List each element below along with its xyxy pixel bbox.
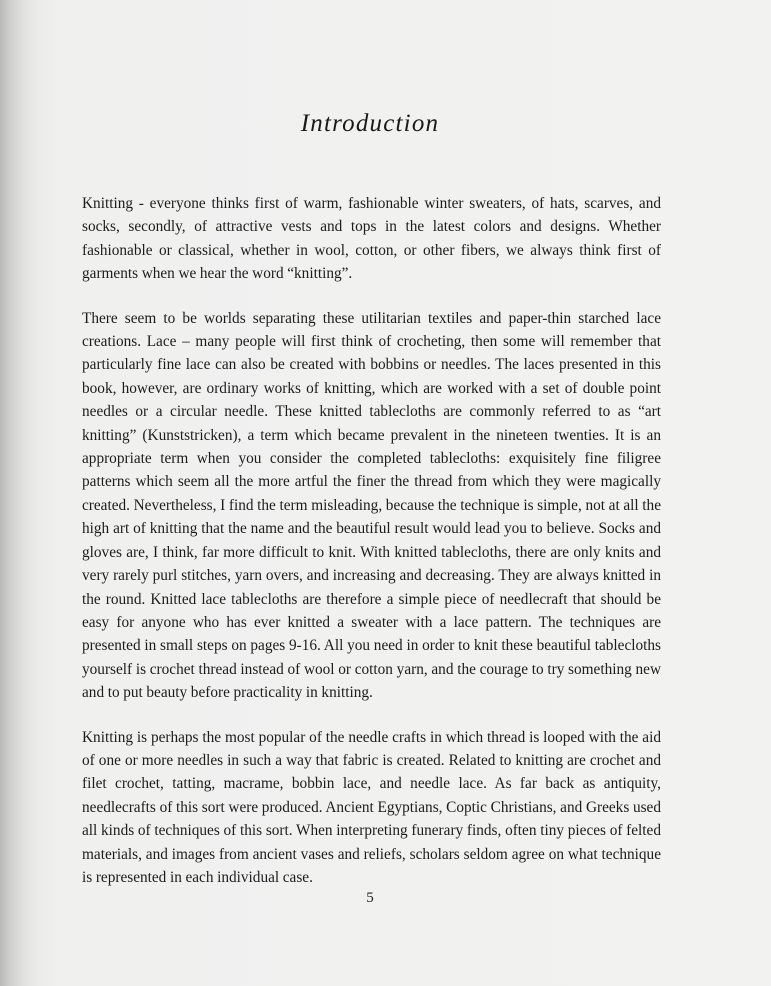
paragraph-3: Knitting is perhaps the most popular of the needle crafts in which thread is looped with the aid of one or more needles in such a way that fabric is created. Related to knitting are crochet and filet crochet, tatting, macrame, bobbin lace, and needle lace. As far back as antiquity, needlecrafts of this sort were produced. Ancient Egyptians, Coptic Christians, and Greeks used all kinds of techniques of this sort. When interpreting funerary finds, often tiny pieces of felted materials, and images from ancient vases and reliefs, scholars seldom agree on what technique is represented in each individual case. <box>82 728 661 886</box>
paragraph-2: There seem to be worlds separating these utilitarian textiles and paper-thin starched lace creations. Lace – many people will first think of crocheting, then some will remember that particularly fine lace can also be created with bobbins or needles. The laces presented in this book, however, are ordinary works of knitting, which are worked with a set of double point needles or a circular needle. These knitted tablecloths are commonly referred to as “art knitting” (Kunststricken), a term which became prevalent in the nineteen twenties. It is an appropriate term when you consider the completed tablecloths: exquisitely fine filigree patterns which seem all the more artful the finer the thread from which they were magically created. Nevertheless, I find the term misleading, because the technique is simple, not at all the high art of knitting that the name and the beautiful result would lead you to believe. Socks and gloves are, I think, far more difficult to knit. With knitted tablecloths, there are only knits and very rarely purl stitches, yarn overs, and increasing and decreasing. They are always knitted in the round. Knitted lace tablecloths are therefore a simple piece of needlecraft that should be easy for anyone who has ever knitted a sweater with a lace pattern. The techniques are presented in small steps on pages 9-16. All you need in order to knit these beautiful tablecloths yourself is crochet thread instead of wool or cotton yarn, and the courage to try something new and to put beauty before practicality in knitting. <box>82 309 661 702</box>
body-text <box>82 192 661 910</box>
page-number: 5 <box>366 890 374 906</box>
paragraph-1: Knitting - everyone thinks first of warm, fashionable winter sweaters, of hats, scarves, and socks, secondly, of attractive vests and tops in the latest colors and designs. Whether fashionable or classical, whether in wool, cotton, or other fibers, we always think first of garments when we hear the word “knitting”. <box>82 195 661 283</box>
page-title: Introduction <box>300 110 440 137</box>
